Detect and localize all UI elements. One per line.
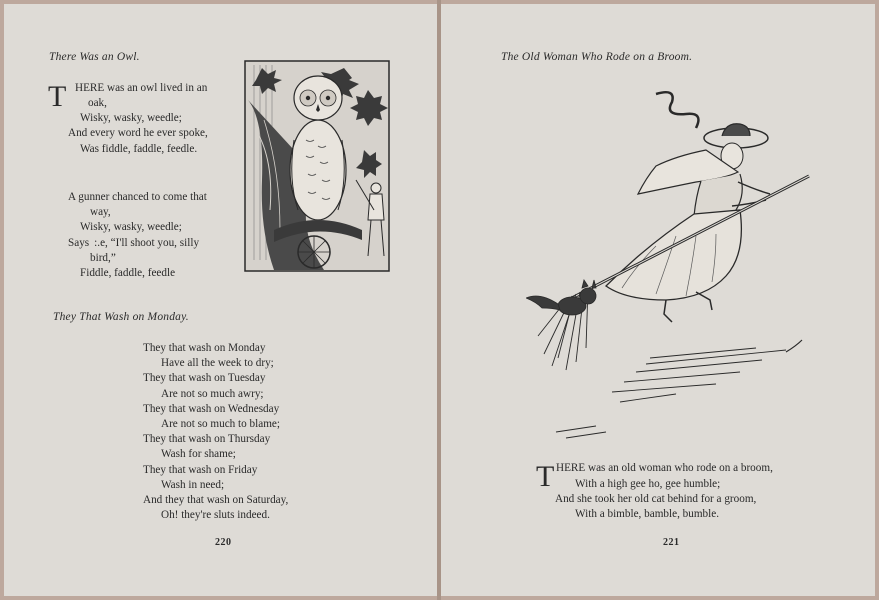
poem-title-owl: There Was an Owl. [49,51,140,63]
verse-line: They that wash on Thursday [143,433,271,446]
wash-stanza [143,341,288,523]
verse-line: And she took her old cat behind for a groom, [555,493,757,506]
witch-illustration [526,86,826,446]
verse-line: With a bimble, bamble, bumble. [575,508,720,521]
verse-line: oak, [88,97,107,109]
owl-stanza-2 [68,190,207,281]
owl-illustration [244,60,390,272]
owl-stanza-1 [68,96,208,157]
verse-line: way, [90,206,111,219]
verse-line: And they that wash on Saturday, [143,494,289,507]
left-page [4,4,437,596]
verse-line: They that wash on Tuesday [143,372,266,385]
verse-line: And every word he ever spoke, [68,127,208,140]
broom-stanza [555,477,756,523]
dropcap-owl: T [48,80,67,113]
verse-line: bird,” [90,251,116,264]
right-page [441,4,875,596]
verse-line: Are not so much awry; [161,387,264,400]
poem-title-broom: The Old Woman Who Rode on a Broom. [501,51,693,63]
poem-title-wash: They That Wash on Monday. [53,311,189,323]
verse-line: Says :.e, “I'll shoot you, silly [68,236,200,249]
verse-line: Fiddle, faddle, feedle [80,267,176,280]
page-number-left: 220 [215,537,232,548]
verse-line: Was fiddle, faddle, feedle. [80,142,198,155]
verse-line: Wash in need; [161,478,225,491]
broom-first-line: HERE was an old woman who rode on a broom, [556,462,773,474]
verse-line: They that wash on Friday [143,463,258,476]
page-number-right: 221 [663,537,680,548]
verse-line: With a high gee ho, gee humble; [575,478,721,490]
verse-line: Wisky, wasky, weedle; [80,221,182,234]
verse-line: Oh! they're sluts indeed. [161,509,270,522]
owl-first-line: HERE was an owl lived in an [75,82,208,94]
dropcap-broom: T [536,460,555,493]
verse-line: They that wash on Wednesday [143,402,280,415]
verse-line: A gunner chanced to come that [68,191,207,203]
verse-line: Are not so much to blame; [161,418,280,431]
verse-line: Wash for shame; [161,448,236,461]
verse-line: They that wash on Monday [143,342,266,354]
verse-line: Wisky, wasky, weedle; [80,112,182,125]
verse-line: Have all the week to dry; [161,357,274,370]
